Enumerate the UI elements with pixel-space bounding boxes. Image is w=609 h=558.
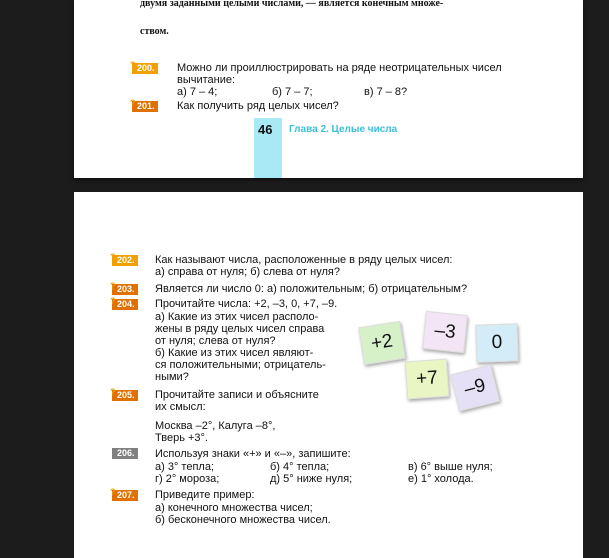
exercise-206-e: д) 5° ниже нуля; [270,473,353,485]
exercise-204-line2: а) Какие из этих чисел располо- [155,311,319,323]
exercise-204-line3: жены в ряду целых чисел справа [155,323,325,335]
exercise-number-205: ? 205. [112,390,138,401]
exercise-204-line7: ными? [155,371,189,383]
question-icon: ? [110,296,116,306]
exercise-number-203: ? 203. [112,284,138,295]
exercise-204-line5: б) Какие из этих чисел являют- [155,347,314,359]
exercise-202-line1: Как называют числа, расположенные в ряду целых чисел: [155,254,453,266]
exercise-200-c: в) 7 – 8? [364,86,408,98]
question-icon: ? [110,387,116,397]
chapter-title: Глава 2. Целые числа [289,124,398,135]
number-card: 0 [475,323,518,362]
exercise-206-a: а) 3° тепла; [155,461,214,473]
exercise-number-200: ? 200. [132,63,158,74]
exercise-206-d: г) 2° мороза; [155,473,220,485]
exercise-number-204: ? 204. [112,299,138,310]
exercise-205-line1: Прочитайте записи и объясните [155,389,319,401]
exercise-205-line4: Тверь +3°. [155,432,208,444]
exercise-206-c: в) 6° выше нуля; [408,461,493,473]
exercise-207-line3: б) бесконечного множества чисел. [155,514,331,526]
page-number: 46 [258,122,273,137]
exercise-205-line3: Москва –2°, Калуга –8°, [155,420,276,432]
exercise-204-line4: от нуля; слева от нуля? [155,335,276,347]
exercise-200-b: б) 7 – 7; [272,86,313,98]
exercise-207-line2: а) конечного множества чисел; [155,502,313,514]
top-page [74,0,583,178]
exercise-205-line2: их смысл: [155,401,206,413]
exercise-202-line2: а) справа от нуля; б) слева от нуля? [155,266,340,278]
number-card: +7 [405,359,450,400]
exercise-201-text: Как получить ряд целых чисел? [177,100,339,112]
question-icon: ? [130,60,136,70]
exercise-207-line1: Приведите пример: [155,489,255,501]
question-icon: ? [130,98,136,108]
exercise-200-a: а) 7 – 4; [177,86,218,98]
question-icon: ? [110,252,116,262]
exercise-206-b: б) 4° тепла; [270,461,330,473]
bottom-page [74,192,583,558]
cut-text-line-2: ством. [140,26,169,37]
exercise-number-202: ? 202. [112,255,138,266]
exercise-204-line1: Прочитайте числа: +2, –3, 0, +7, –9. [155,298,338,310]
number-card: –3 [422,311,468,353]
cut-text-line: двумя заданными целыми числами, — является конечным множе- [140,0,444,9]
exercise-200-text2: вычитание: [177,74,236,86]
exercise-203-line1: Является ли число 0: а) положительным; б) отрицательным? [155,283,468,295]
exercise-number-206: 206. [112,448,138,459]
exercise-206-line1: Используя знаки «+» и «–», запишите: [155,448,351,460]
exercise-206-f: е) 1° холода. [408,473,474,485]
question-icon: ? [110,487,116,497]
number-card: –9 [450,364,500,411]
number-card: +2 [358,321,405,365]
exercise-number-201: ? 201. [132,101,158,112]
exercise-number-207: ? 207. [112,490,138,501]
question-icon: ? [110,281,116,291]
exercise-200-text: Можно ли проиллюстрировать на ряде неотрицательных чисел [177,62,502,74]
exercise-204-line6: ся положительными; отрицатель- [155,359,326,371]
